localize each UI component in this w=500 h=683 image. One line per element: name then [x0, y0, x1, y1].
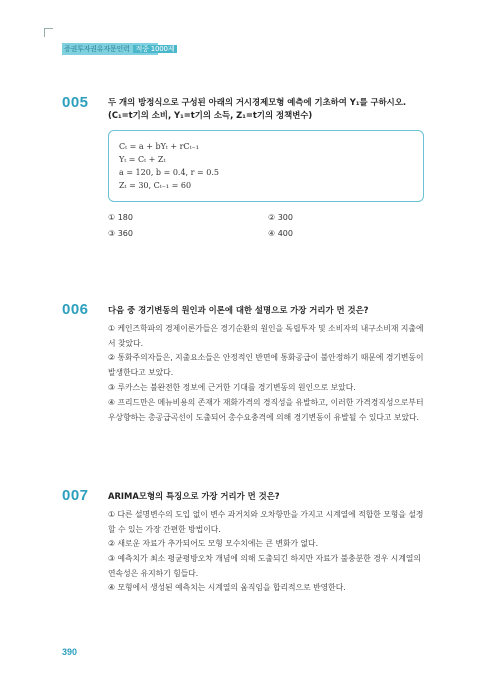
question-text-sub: (C₁=t기의 소비, Y₁=t기의 소득, Z₁=t기의 정책변수) — [108, 110, 313, 120]
option-3: ③ 360 — [108, 229, 133, 238]
book-subtitle: 적중 1000제 — [133, 45, 178, 53]
formula-line: Yₜ = Cₜ + Zₜ — [119, 155, 166, 164]
page-number: 390 — [62, 647, 78, 657]
option-1: ① 180 — [108, 213, 133, 222]
option-4: ④ 400 — [268, 229, 293, 238]
question-text: 두 개의 방정식으로 구성된 아래의 거시경제모형 예측에 기초하여 Y₁를 구하시오. — [108, 97, 407, 107]
question-number: 007 — [62, 487, 89, 504]
option-4: ④ 모형에서 생성된 예측치는 시계열의 움직임을 합리적으로 반영한다. — [108, 583, 346, 592]
formula-line: a = 120, b = 0.4, r = 0.5 — [119, 168, 219, 177]
formula-line: Cₜ = a + bYₜ + rCₜ₋₁ — [119, 142, 199, 151]
formula-line: Zₜ = 30, Cₜ₋₁ = 60 — [119, 181, 192, 190]
option-1: ① 케인즈학파의 경제이론가들은 경기순환의 원인을 독립투자 및 소비자의 내구소비재 지출에서 찾았다. — [108, 324, 424, 348]
question-text: 다음 중 경기변동의 원인과 이론에 대한 설명으로 가장 거리가 먼 것은? — [108, 305, 369, 315]
formula-box — [108, 130, 424, 202]
crop-mark — [44, 28, 53, 37]
option-2: ② 새로운 자료가 추가되어도 모형 모수치에는 큰 변화가 없다. — [108, 539, 319, 548]
option-1: ① 다른 설명변수의 도입 없이 변수 과거치와 오차항만을 가지고 시계열에 적합한 모형을 설정할 수 있는 가장 간편한 방법이다. — [108, 510, 424, 534]
option-2: ② 300 — [268, 213, 293, 222]
option-3: ③ 예측치가 최소 평균평방오차 개념에 의해 도출되긴 하지만 자료가 불충분한 경우 시계열의 연속성은 유지하기 힘들다. — [108, 554, 421, 578]
question-text: ARIMA모형의 특징으로 가장 거리가 먼 것은? — [108, 491, 280, 501]
question-number: 005 — [62, 94, 89, 111]
option-4: ④ 프리드만은 메뉴비용의 존재가 재화가격의 경직성을 유발하고, 이러한 가격경직성으로부터 우상향하는 총공급곡선이 도출되어 총수요충격에 의해 경기변동이 유발될 수 있다고 보았다. — [108, 398, 424, 422]
question-number: 006 — [62, 301, 89, 318]
book-title: 증권투자권유자문인력 — [64, 45, 130, 53]
book-header — [64, 44, 177, 54]
option-2: ② 통화주의자들은, 지출요소들은 안정적인 반면에 통화공급이 불안정하기 때문에 경기변동이 발생한다고 보았다. — [108, 353, 424, 377]
option-3: ③ 루카스는 불완전한 정보에 근거한 기대를 경기변동의 원인으로 보았다. — [108, 383, 356, 392]
